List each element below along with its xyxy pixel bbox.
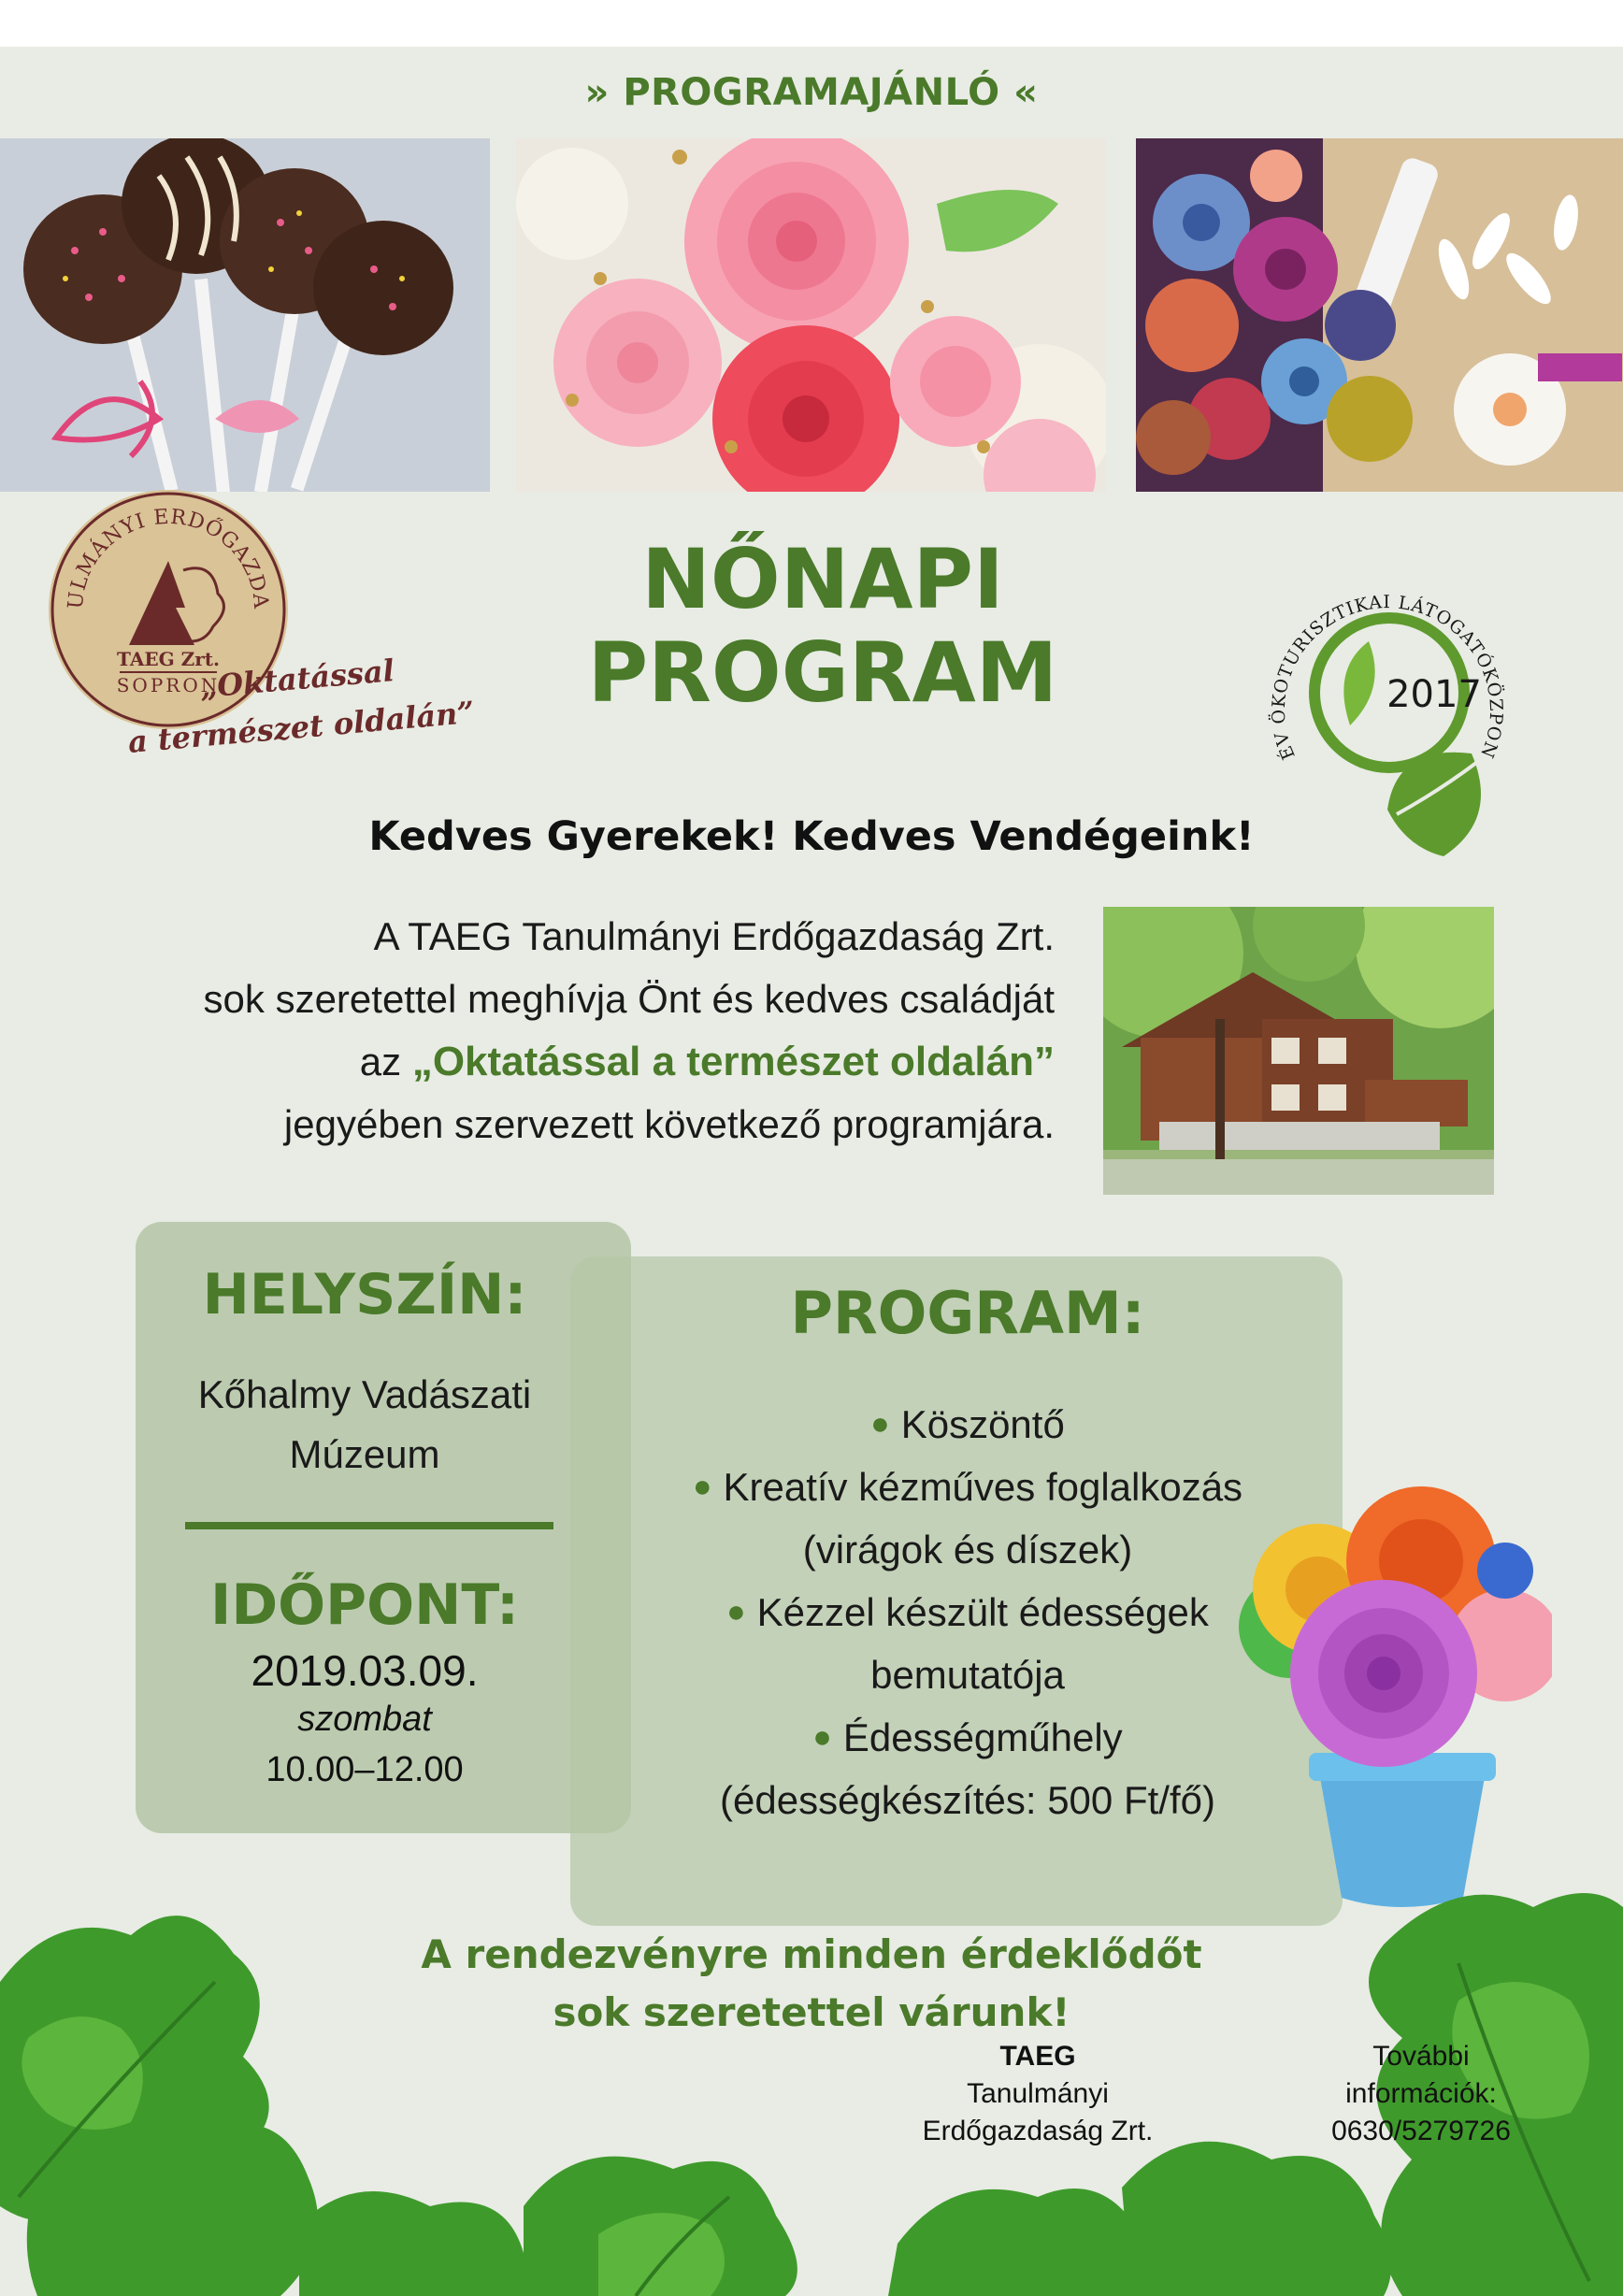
intro-text bbox=[56, 905, 1055, 1155]
contact-line1: További bbox=[1372, 2041, 1470, 2072]
organizer-line3: Erdőgazdaság Zrt. bbox=[922, 2116, 1154, 2146]
svg-text:TANULMÁNYI ERDŐGAZDASÁG: ULMÁNYI ERDŐGAZDA bbox=[64, 505, 273, 610]
event-date: 2019.03.09. bbox=[251, 1646, 479, 1695]
motto-line2: a természet oldalán” bbox=[126, 694, 477, 761]
bullet-icon: ● bbox=[870, 1406, 890, 1442]
program-item-text: (virágok és díszek) bbox=[802, 1528, 1133, 1571]
intro-line2: sok szeretettel meghívja Önt és kedves családját bbox=[203, 977, 1055, 1021]
location-value bbox=[140, 1365, 589, 1485]
program-item-text: (édességkészítés: 500 Ft/fő) bbox=[720, 1778, 1215, 1822]
closing-message bbox=[280, 1926, 1343, 2042]
organizer-name: TAEG bbox=[999, 2041, 1076, 2072]
program-list bbox=[598, 1393, 1337, 1831]
closing-line1: A rendezvényre minden érdeklődőt bbox=[421, 1931, 1202, 1977]
bullet-icon: ● bbox=[692, 1469, 712, 1504]
program-item-detail bbox=[598, 1769, 1337, 1831]
felt-flowers-photo bbox=[1136, 138, 1623, 492]
time-title: IDŐPONT: bbox=[210, 1572, 519, 1638]
intro-line3-prefix: az bbox=[359, 1040, 412, 1083]
program-recommendation-label: » PROGRAMAJÁNLÓ « bbox=[584, 71, 1039, 114]
greeting: Kedves Gyerekek! Kedves Vendégeink! bbox=[368, 813, 1255, 860]
svg-text:AZ ÉV ÖKOTURISZTIKAI LÁTOGATÓK: ÉV ÖKOTURISZTIKAI LÁTOGATÓKÖZPON bbox=[1268, 592, 1507, 763]
program-item bbox=[598, 1393, 1337, 1456]
svg-text:2017: 2017 bbox=[1386, 673, 1482, 716]
lollipop-photo bbox=[0, 138, 490, 492]
program-item bbox=[598, 1581, 1337, 1643]
bullet-icon: ● bbox=[726, 1594, 746, 1629]
paper-roses-photo bbox=[516, 138, 1106, 492]
event-day: szombat bbox=[297, 1700, 432, 1739]
program-item-text: Édességműhely bbox=[842, 1715, 1123, 1759]
location-line1: Kőhalmy Vadászati bbox=[197, 1372, 532, 1416]
program-item bbox=[598, 1456, 1337, 1518]
event-hours: 10.00–12.00 bbox=[266, 1750, 464, 1789]
title-line2: PROGRAM bbox=[587, 624, 1058, 721]
program-item-detail bbox=[598, 1643, 1337, 1706]
poster bbox=[0, 47, 1623, 2296]
svg-text:SOPRON: SOPRON bbox=[116, 674, 221, 696]
intro-line3 bbox=[56, 1030, 1055, 1093]
contact-line2: információk: bbox=[1345, 2078, 1497, 2109]
program-item-text: Kreatív kézműves foglalkozás bbox=[723, 1465, 1243, 1509]
program-item-detail bbox=[598, 1518, 1337, 1581]
page-title bbox=[486, 533, 1159, 720]
organizer-info bbox=[898, 2038, 1178, 2150]
svg-text:TAEG Zrt.: TAEG Zrt. bbox=[117, 648, 220, 670]
intro-line1: A TAEG Tanulmányi Erdőgazdaság Zrt. bbox=[373, 914, 1055, 958]
motto-line1: „Oktatással bbox=[198, 653, 396, 706]
divider bbox=[185, 1522, 553, 1529]
bullet-icon: ● bbox=[812, 1719, 832, 1755]
intro-line4: jegyében szervezett következő programjára. bbox=[283, 1102, 1055, 1146]
organizer-line2: Tanulmányi bbox=[967, 2078, 1109, 2109]
program-item-text: Kézzel készült édességek bbox=[756, 1590, 1209, 1634]
title-line1: NŐNAPI bbox=[641, 531, 1004, 627]
intro-highlight: „Oktatással a természet oldalán” bbox=[411, 1039, 1055, 1084]
museum-building-photo bbox=[1103, 907, 1494, 1195]
program-item-text: Köszöntő bbox=[900, 1402, 1065, 1446]
contact-phone: 0630/5279726 bbox=[1331, 2116, 1511, 2146]
location-line2: Múzeum bbox=[289, 1432, 440, 1476]
closing-line2: sok szeretettel várunk! bbox=[553, 1989, 1070, 2035]
location-title: HELYSZÍN: bbox=[202, 1262, 527, 1327]
contact-info bbox=[1281, 2038, 1561, 2150]
program-item-text: bemutatója bbox=[870, 1653, 1065, 1697]
program-title: PROGRAM: bbox=[790, 1279, 1145, 1347]
program-item bbox=[598, 1706, 1337, 1769]
